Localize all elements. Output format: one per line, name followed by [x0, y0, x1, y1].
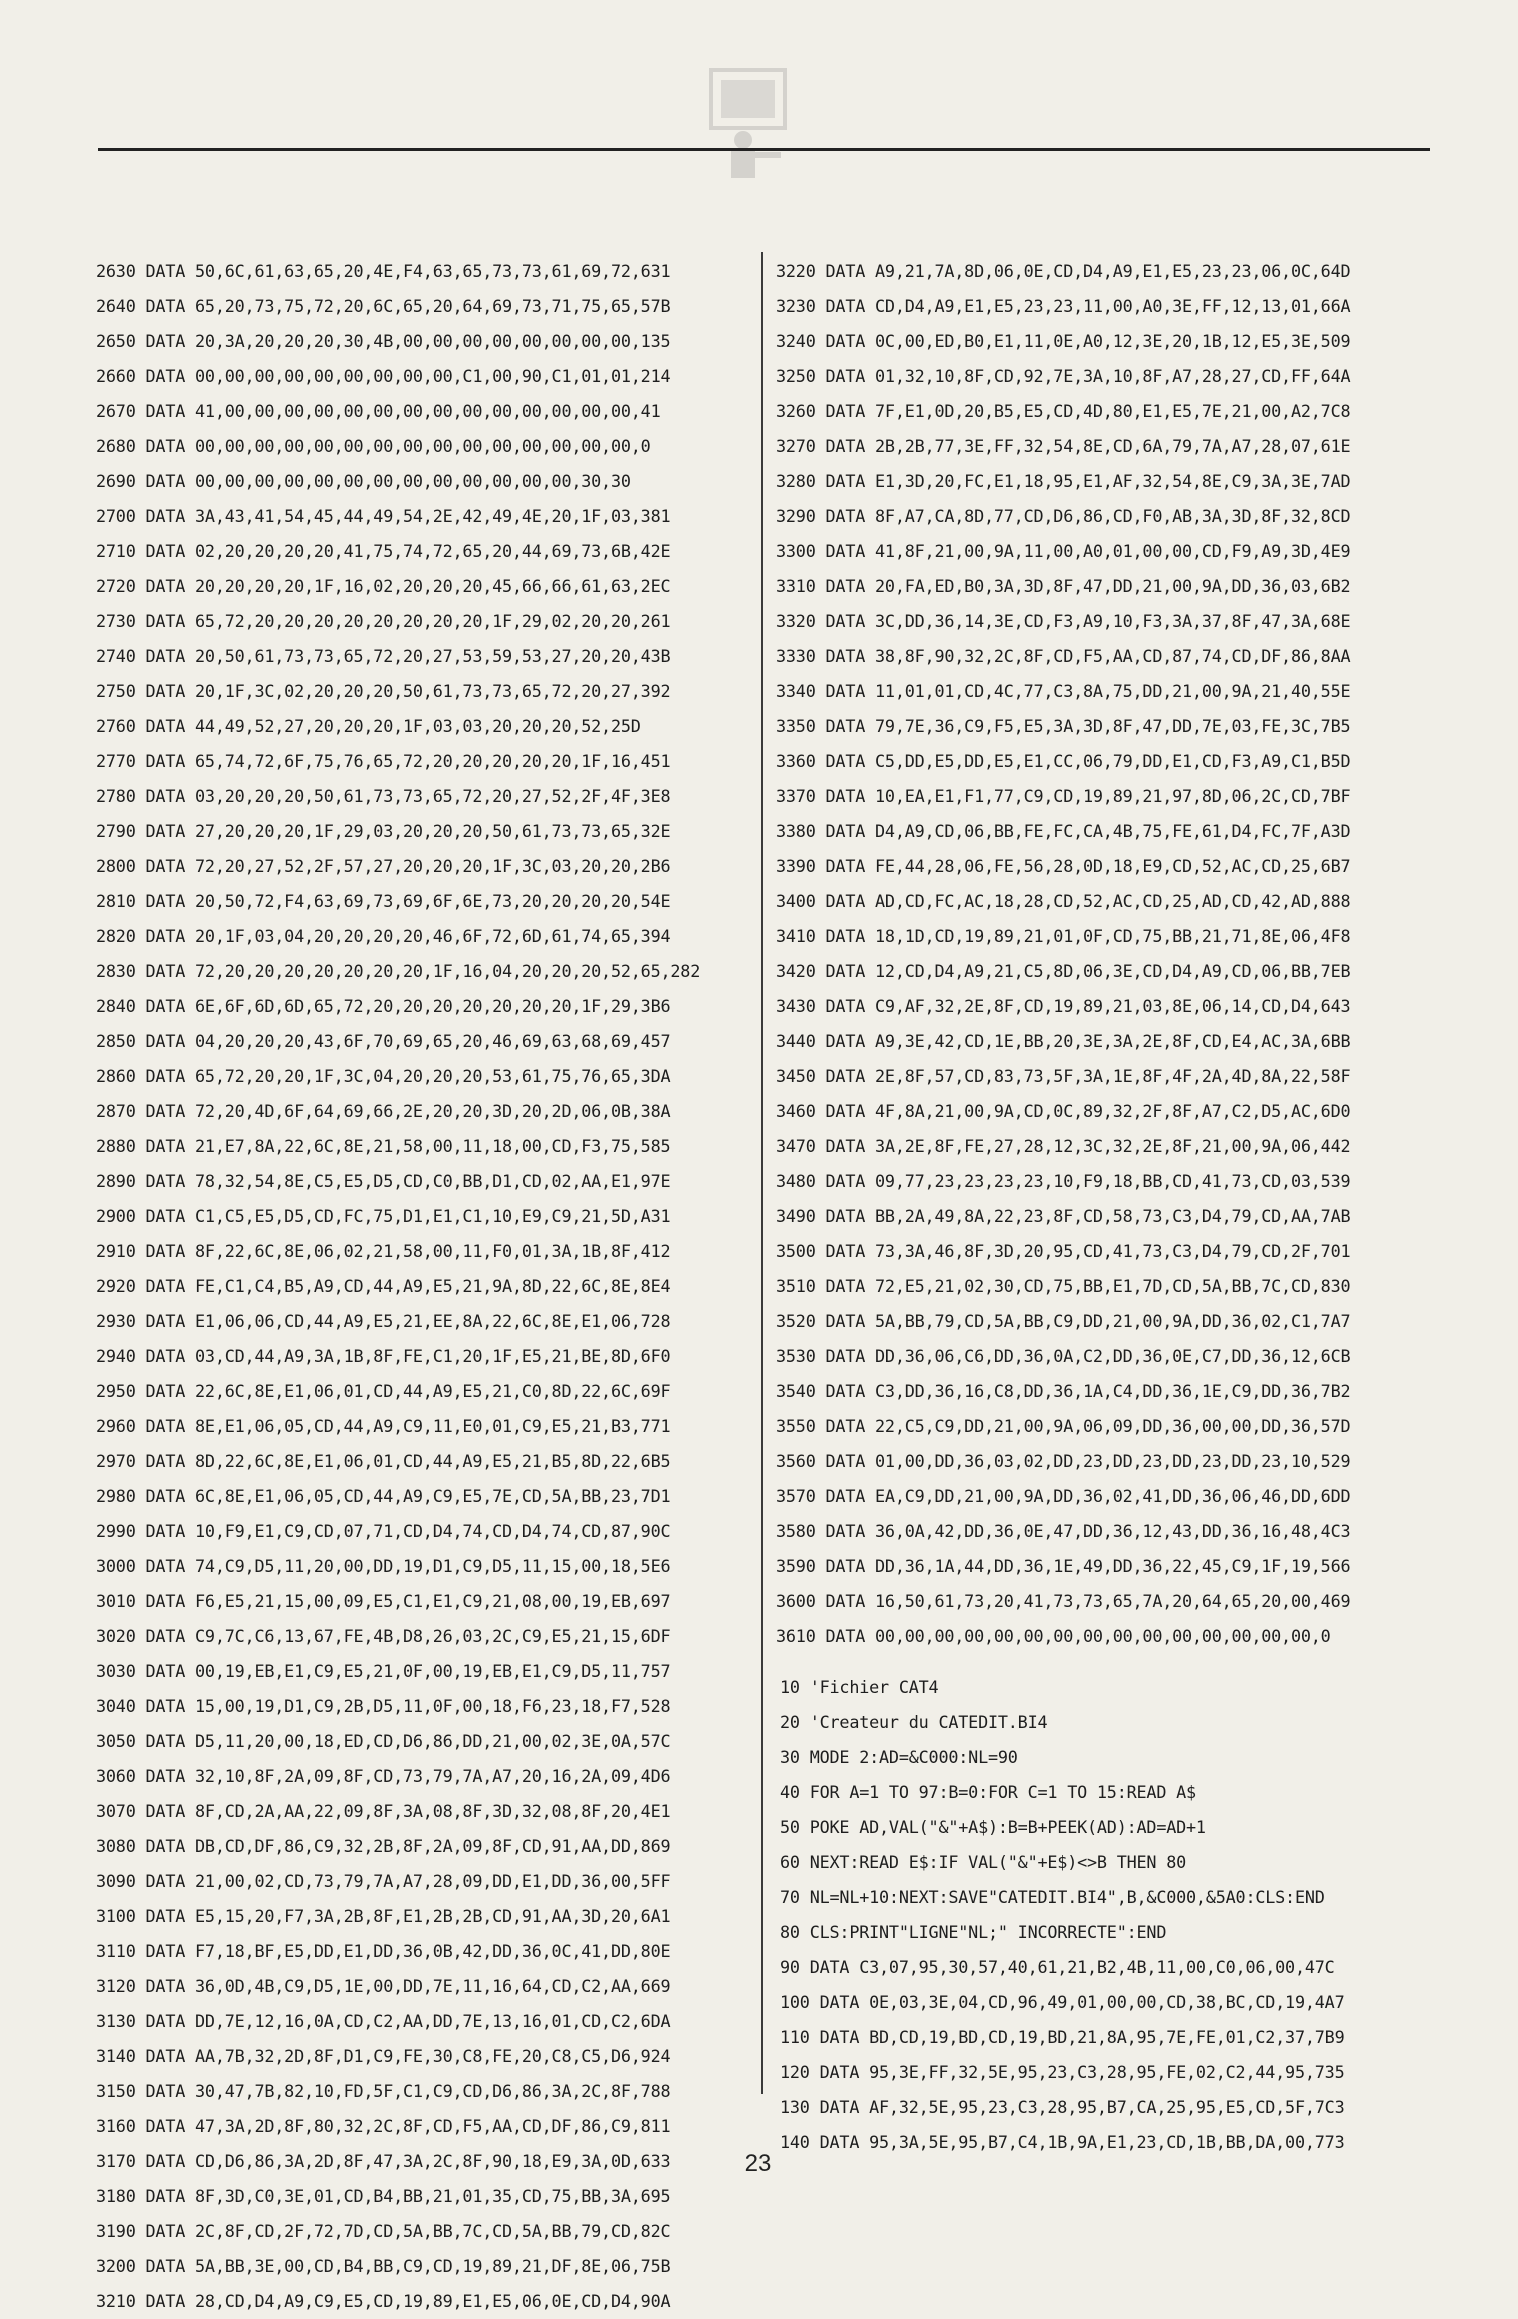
code-line: 3040 DATA 15,00,19,D1,C9,2B,D5,11,0F,00,18,F6,23,18,F7,528 [96, 1696, 671, 1716]
code-line: 120 DATA 95,3E,FF,32,5E,95,23,C3,28,95,FE,02,C2,44,95,735 [780, 2062, 1345, 2082]
code-line: 3170 DATA CD,D6,86,3A,2D,8F,47,3A,2C,8F,90,18,E9,3A,0D,633 [96, 2151, 671, 2171]
code-line: 2750 DATA 20,1F,3C,02,20,20,20,50,61,73,73,65,72,20,27,392 [96, 681, 671, 701]
code-line: 3560 DATA 01,00,DD,36,03,02,DD,23,DD,23,DD,23,DD,23,10,529 [776, 1451, 1351, 1471]
code-line: 2680 DATA 00,00,00,00,00,00,00,00,00,00,00,00,00,00,00,0 [96, 436, 651, 456]
code-line: 3260 DATA 7F,E1,0D,20,B5,E5,CD,4D,80,E1,E5,7E,21,00,A2,7C8 [776, 401, 1351, 421]
code-line: 100 DATA 0E,03,3E,04,CD,96,49,01,00,00,CD,38,BC,CD,19,4A7 [780, 1992, 1345, 2012]
code-line: 3070 DATA 8F,CD,2A,AA,22,09,8F,3A,08,8F,3D,32,08,8F,20,4E1 [96, 1801, 671, 1821]
code-line: 2970 DATA 8D,22,6C,8E,E1,06,01,CD,44,A9,E5,21,B5,8D,22,6B5 [96, 1451, 671, 1471]
code-line: 70 NL=NL+10:NEXT:SAVE"CATEDIT.BI4",B,&C000,&5A0:CLS:END [780, 1887, 1325, 1907]
code-line: 10 'Fichier CAT4 [780, 1677, 939, 1697]
code-line: 3520 DATA 5A,BB,79,CD,5A,BB,C9,DD,21,00,9A,DD,36,02,C1,7A7 [776, 1311, 1351, 1331]
code-line: 3050 DATA D5,11,20,00,18,ED,CD,D6,86,DD,21,00,02,3E,0A,57C [96, 1731, 671, 1751]
code-line: 3090 DATA 21,00,02,CD,73,79,7A,A7,28,09,DD,E1,DD,36,00,5FF [96, 1871, 671, 1891]
code-line: 3450 DATA 2E,8F,57,CD,83,73,5F,3A,1E,8F,4F,2A,4D,8A,22,58F [776, 1066, 1351, 1086]
code-line: 3590 DATA DD,36,1A,44,DD,36,1E,49,DD,36,22,45,C9,1F,19,566 [776, 1556, 1351, 1576]
code-line: 3500 DATA 73,3A,46,8F,3D,20,95,CD,41,73,C3,D4,79,CD,2F,701 [776, 1241, 1351, 1261]
code-line: 2980 DATA 6C,8E,E1,06,05,CD,44,A9,C9,E5,7E,CD,5A,BB,23,7D1 [96, 1486, 671, 1506]
code-line: 3140 DATA AA,7B,32,2D,8F,D1,C9,FE,30,C8,FE,20,C8,C5,D6,924 [96, 2046, 671, 2066]
code-line: 3610 DATA 00,00,00,00,00,00,00,00,00,00,00,00,00,00,00,0 [776, 1626, 1331, 1646]
code-line: 3200 DATA 5A,BB,3E,00,CD,B4,BB,C9,CD,19,89,21,DF,8E,06,75B [96, 2256, 671, 2276]
code-line: 2690 DATA 00,00,00,00,00,00,00,00,00,00,00,00,00,30,30 [96, 471, 631, 491]
code-line: 2660 DATA 00,00,00,00,00,00,00,00,00,C1,00,90,C1,01,01,214 [96, 366, 671, 386]
code-line: 3540 DATA C3,DD,36,16,C8,DD,36,1A,C4,DD,36,1E,C9,DD,36,7B2 [776, 1381, 1351, 1401]
code-line: 3390 DATA FE,44,28,06,FE,56,28,0D,18,E9,CD,52,AC,CD,25,6B7 [776, 856, 1351, 876]
code-line: 3160 DATA 47,3A,2D,8F,80,32,2C,8F,CD,F5,AA,CD,DF,86,C9,811 [96, 2116, 671, 2136]
code-line: 2900 DATA C1,C5,E5,D5,CD,FC,75,D1,E1,C1,10,E9,C9,21,5D,A31 [96, 1206, 671, 1226]
code-line: 3490 DATA BB,2A,49,8A,22,23,8F,CD,58,73,C3,D4,79,CD,AA,7AB [776, 1206, 1351, 1226]
code-line: 80 CLS:PRINT"LIGNE"NL;" INCORRECTE":END [780, 1922, 1167, 1942]
code-line: 3350 DATA 79,7E,36,C9,F5,E5,3A,3D,8F,47,DD,7E,03,FE,3C,7B5 [776, 716, 1351, 736]
code-line: 2860 DATA 65,72,20,20,1F,3C,04,20,20,20,53,61,75,76,65,3DA [96, 1066, 671, 1086]
code-line: 2920 DATA FE,C1,C4,B5,A9,CD,44,A9,E5,21,9A,8D,22,6C,8E,8E4 [96, 1276, 671, 1296]
code-line: 2870 DATA 72,20,4D,6F,64,69,66,2E,20,20,3D,20,2D,06,0B,38A [96, 1101, 671, 1121]
code-line: 3290 DATA 8F,A7,CA,8D,77,CD,D6,86,CD,F0,AB,3A,3D,8F,32,8CD [776, 506, 1351, 526]
code-line: 3470 DATA 3A,2E,8F,FE,27,28,12,3C,32,2E,8F,21,00,9A,06,442 [776, 1136, 1351, 1156]
code-line: 3460 DATA 4F,8A,21,00,9A,CD,0C,89,32,2F,8F,A7,C2,D5,AC,6D0 [776, 1101, 1351, 1121]
header-rule [98, 148, 1430, 151]
code-line: 2630 DATA 50,6C,61,63,65,20,4E,F4,63,65,73,73,61,69,72,631 [96, 261, 671, 281]
code-line: 3360 DATA C5,DD,E5,DD,E5,E1,CC,06,79,DD,E1,CD,F3,A9,C1,B5D [776, 751, 1351, 771]
code-line: 3100 DATA E5,15,20,F7,3A,2B,8F,E1,2B,2B,CD,91,AA,3D,20,6A1 [96, 1906, 671, 1926]
code-line: 2720 DATA 20,20,20,20,1F,16,02,20,20,20,45,66,66,61,63,2EC [96, 576, 671, 596]
page-number: 23 [744, 2150, 772, 2177]
code-line: 2820 DATA 20,1F,03,04,20,20,20,20,46,6F,72,6D,61,74,65,394 [96, 926, 671, 946]
code-line: 3410 DATA 18,1D,CD,19,89,21,01,0F,CD,75,BB,21,71,8E,06,4F8 [776, 926, 1351, 946]
code-line: 3250 DATA 01,32,10,8F,CD,92,7E,3A,10,8F,A7,28,27,CD,FF,64A [776, 366, 1351, 386]
code-line: 60 NEXT:READ E$:IF VAL("&"+E$)<>B THEN 80 [780, 1852, 1187, 1872]
code-line: 40 FOR A=1 TO 97:B=0:FOR C=1 TO 15:READ A$ [780, 1782, 1196, 1802]
code-line: 2800 DATA 72,20,27,52,2F,57,27,20,20,20,1F,3C,03,20,20,2B6 [96, 856, 671, 876]
code-line: 3110 DATA F7,18,BF,E5,DD,E1,DD,36,0B,42,DD,36,0C,41,DD,80E [96, 1941, 671, 1961]
code-line: 3030 DATA 00,19,EB,E1,C9,E5,21,0F,00,19,EB,E1,C9,D5,11,757 [96, 1661, 671, 1681]
code-line: 3320 DATA 3C,DD,36,14,3E,CD,F3,A9,10,F3,3A,37,8F,47,3A,68E [776, 611, 1351, 631]
code-line: 2640 DATA 65,20,73,75,72,20,6C,65,20,64,69,73,71,75,65,57B [96, 296, 671, 316]
code-line: 3080 DATA DB,CD,DF,86,C9,32,2B,8F,2A,09,8F,CD,91,AA,DD,869 [96, 1836, 671, 1856]
code-line: 2710 DATA 02,20,20,20,20,41,75,74,72,65,20,44,69,73,6B,42E [96, 541, 671, 561]
code-line: 3440 DATA A9,3E,42,CD,1E,BB,20,3E,3A,2E,8F,CD,E4,AC,3A,6BB [776, 1031, 1351, 1051]
code-line: 3370 DATA 10,EA,E1,F1,77,C9,CD,19,89,21,97,8D,06,2C,CD,7BF [776, 786, 1351, 806]
code-line: 2760 DATA 44,49,52,27,20,20,20,1F,03,03,20,20,20,52,25D [96, 716, 641, 736]
code-line: 3380 DATA D4,A9,CD,06,BB,FE,FC,CA,4B,75,FE,61,D4,FC,7F,A3D [776, 821, 1351, 841]
code-line: 3430 DATA C9,AF,32,2E,8F,CD,19,89,21,03,8E,06,14,CD,D4,643 [776, 996, 1351, 1016]
code-line: 3580 DATA 36,0A,42,DD,36,0E,47,DD,36,12,43,DD,36,16,48,4C3 [776, 1521, 1351, 1541]
code-line: 3530 DATA DD,36,06,C6,DD,36,0A,C2,DD,36,0E,C7,DD,36,12,6CB [776, 1346, 1351, 1366]
code-line: 3180 DATA 8F,3D,C0,3E,01,CD,B4,BB,21,01,35,CD,75,BB,3A,695 [96, 2186, 671, 2206]
code-line: 2830 DATA 72,20,20,20,20,20,20,20,1F,16,04,20,20,20,52,65,282 [96, 961, 701, 981]
basic-listing [780, 1670, 1434, 2160]
computer-user-logo [703, 60, 793, 180]
code-line: 2650 DATA 20,3A,20,20,20,30,4B,00,00,00,00,00,00,00,00,135 [96, 331, 671, 351]
code-line: 90 DATA C3,07,95,30,57,40,61,21,B2,4B,11,00,C0,06,00,47C [780, 1957, 1335, 1977]
code-line: 2950 DATA 22,6C,8E,E1,06,01,CD,44,A9,E5,21,C0,8D,22,6C,69F [96, 1381, 671, 1401]
code-line: 2770 DATA 65,74,72,6F,75,76,65,72,20,20,20,20,20,1F,16,451 [96, 751, 671, 771]
code-line: 2730 DATA 65,72,20,20,20,20,20,20,20,20,1F,29,02,20,20,261 [96, 611, 671, 631]
code-line: 3020 DATA C9,7C,C6,13,67,FE,4B,D8,26,03,2C,C9,E5,21,15,6DF [96, 1626, 671, 1646]
code-line: 3480 DATA 09,77,23,23,23,23,10,F9,18,BB,CD,41,73,CD,03,539 [776, 1171, 1351, 1191]
code-line: 2740 DATA 20,50,61,73,73,65,72,20,27,53,59,53,27,20,20,43B [96, 646, 671, 666]
code-line: 3210 DATA 28,CD,D4,A9,C9,E5,CD,19,89,E1,E5,06,0E,CD,D4,90A [96, 2291, 671, 2311]
code-line: 3120 DATA 36,0D,4B,C9,D5,1E,00,DD,7E,11,16,64,CD,C2,AA,669 [96, 1976, 671, 1996]
code-line: 3280 DATA E1,3D,20,FC,E1,18,95,E1,AF,32,54,8E,C9,3A,3E,7AD [776, 471, 1351, 491]
code-line: 140 DATA 95,3A,5E,95,B7,C4,1B,9A,E1,23,CD,1B,BB,DA,00,773 [780, 2132, 1345, 2152]
code-line: 3240 DATA 0C,00,ED,B0,E1,11,0E,A0,12,3E,20,1B,12,E5,3E,509 [776, 331, 1351, 351]
code-line: 130 DATA AF,32,5E,95,23,C3,28,95,B7,CA,25,95,E5,CD,5F,7C3 [780, 2097, 1345, 2117]
code-line: 3270 DATA 2B,2B,77,3E,FF,32,54,8E,CD,6A,79,7A,A7,28,07,61E [776, 436, 1351, 456]
code-line: 3010 DATA F6,E5,21,15,00,09,E5,C1,E1,C9,21,08,00,19,EB,697 [96, 1591, 671, 1611]
code-line: 2990 DATA 10,F9,E1,C9,CD,07,71,CD,D4,74,CD,D4,74,CD,87,90C [96, 1521, 671, 1541]
code-line: 3330 DATA 38,8F,90,32,2C,8F,CD,F5,AA,CD,87,74,CD,DF,86,8AA [776, 646, 1351, 666]
code-line: 3510 DATA 72,E5,21,02,30,CD,75,BB,E1,7D,CD,5A,BB,7C,CD,830 [776, 1276, 1351, 1296]
code-line: 3570 DATA EA,C9,DD,21,00,9A,DD,36,02,41,DD,36,06,46,DD,6DD [776, 1486, 1351, 1506]
code-line: 3550 DATA 22,C5,C9,DD,21,00,9A,06,09,DD,36,00,00,DD,36,57D [776, 1416, 1351, 1436]
code-line: 3230 DATA CD,D4,A9,E1,E5,23,23,11,00,A0,3E,FF,12,13,01,66A [776, 296, 1351, 316]
code-line: 3600 DATA 16,50,61,73,20,41,73,73,65,7A,20,64,65,20,00,469 [776, 1591, 1351, 1611]
code-line: 2670 DATA 41,00,00,00,00,00,00,00,00,00,00,00,00,00,00,41 [96, 401, 661, 421]
code-line: 2700 DATA 3A,43,41,54,45,44,49,54,2E,42,49,4E,20,1F,03,381 [96, 506, 671, 526]
code-line: 3400 DATA AD,CD,FC,AC,18,28,CD,52,AC,CD,25,AD,CD,42,AD,888 [776, 891, 1351, 911]
code-line: 20 'Createur du CATEDIT.BI4 [780, 1712, 1048, 1732]
code-line: 3300 DATA 41,8F,21,00,9A,11,00,A0,01,00,00,CD,F9,A9,3D,4E9 [776, 541, 1351, 561]
code-line: 3150 DATA 30,47,7B,82,10,FD,5F,C1,C9,CD,D6,86,3A,2C,8F,788 [96, 2081, 671, 2101]
code-line: 2890 DATA 78,32,54,8E,C5,E5,D5,CD,C0,BB,D1,CD,02,AA,E1,97E [96, 1171, 671, 1191]
code-line: 30 MODE 2:AD=&C000:NL=90 [780, 1747, 1018, 1767]
code-line: 50 POKE AD,VAL("&"+A$):B=B+PEEK(AD):AD=AD+1 [780, 1817, 1206, 1837]
code-line: 2840 DATA 6E,6F,6D,6D,65,72,20,20,20,20,20,20,20,1F,29,3B6 [96, 996, 671, 1016]
code-line: 3190 DATA 2C,8F,CD,2F,72,7D,CD,5A,BB,7C,CD,5A,BB,79,CD,82C [96, 2221, 671, 2241]
code-line: 3130 DATA DD,7E,12,16,0A,CD,C2,AA,DD,7E,13,16,01,CD,C2,6DA [96, 2011, 671, 2031]
code-line: 3340 DATA 11,01,01,CD,4C,77,C3,8A,75,DD,21,00,9A,21,40,55E [776, 681, 1351, 701]
code-line: 3220 DATA A9,21,7A,8D,06,0E,CD,D4,A9,E1,E5,23,23,06,0C,64D [776, 261, 1351, 281]
code-line: 3420 DATA 12,CD,D4,A9,21,C5,8D,06,3E,CD,D4,A9,CD,06,BB,7EB [776, 961, 1351, 981]
code-line: 3310 DATA 20,FA,ED,B0,3A,3D,8F,47,DD,21,00,9A,DD,36,03,6B2 [776, 576, 1351, 596]
column-divider [761, 252, 763, 2094]
listing-left-column [96, 254, 748, 2319]
listing-right-column [776, 254, 1430, 1654]
code-line: 2930 DATA E1,06,06,CD,44,A9,E5,21,EE,8A,22,6C,8E,E1,06,728 [96, 1311, 671, 1331]
code-line: 2780 DATA 03,20,20,20,50,61,73,73,65,72,20,27,52,2F,4F,3E8 [96, 786, 671, 806]
code-line: 2940 DATA 03,CD,44,A9,3A,1B,8F,FE,C1,20,1F,E5,21,BE,8D,6F0 [96, 1346, 671, 1366]
code-line: 2960 DATA 8E,E1,06,05,CD,44,A9,C9,11,E0,01,C9,E5,21,B3,771 [96, 1416, 671, 1436]
code-line: 3000 DATA 74,C9,D5,11,20,00,DD,19,D1,C9,D5,11,15,00,18,5E6 [96, 1556, 671, 1576]
code-line: 110 DATA BD,CD,19,BD,CD,19,BD,21,8A,95,7E,FE,01,C2,37,7B9 [780, 2027, 1345, 2047]
code-line: 2910 DATA 8F,22,6C,8E,06,02,21,58,00,11,F0,01,3A,1B,8F,412 [96, 1241, 671, 1261]
code-line: 2790 DATA 27,20,20,20,1F,29,03,20,20,20,50,61,73,73,65,32E [96, 821, 671, 841]
code-line: 2810 DATA 20,50,72,F4,63,69,73,69,6F,6E,73,20,20,20,20,54E [96, 891, 671, 911]
code-line: 2850 DATA 04,20,20,20,43,6F,70,69,65,20,46,69,63,68,69,457 [96, 1031, 671, 1051]
code-line: 3060 DATA 32,10,8F,2A,09,8F,CD,73,79,7A,A7,20,16,2A,09,4D6 [96, 1766, 671, 1786]
code-line: 2880 DATA 21,E7,8A,22,6C,8E,21,58,00,11,18,00,CD,F3,75,585 [96, 1136, 671, 1156]
